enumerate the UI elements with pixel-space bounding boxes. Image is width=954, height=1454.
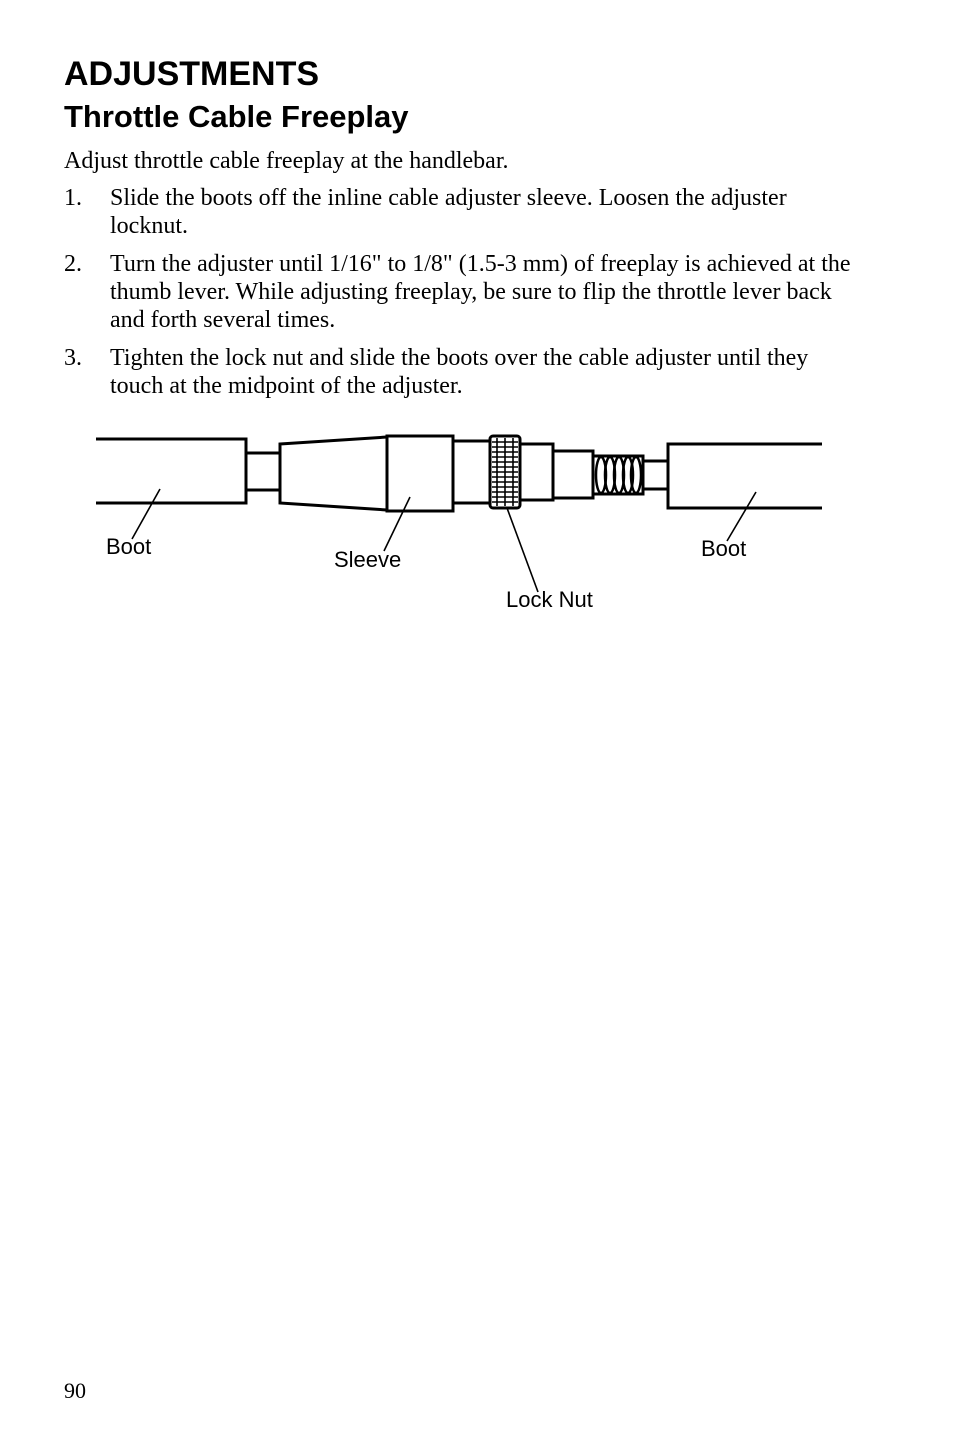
step-text: Turn the adjuster until 1/16" to 1/8" (1.5-3 mm) of freeplay is achieved at the thumb lever. While adjusting freeplay, be sure to flip the throttle lever back and forth several times. [110,251,851,333]
tapered-section-shape [280,437,387,510]
label-boot-left: Boot [106,534,152,559]
step-item [64,344,864,400]
left-connector-shape [246,453,280,490]
sleeve-shape [387,436,453,511]
step-item [64,184,864,240]
leader-lock-nut [507,508,538,592]
label-sleeve: Sleeve [334,547,402,572]
step-number: 1. [64,185,82,211]
intro-paragraph: Adjust throttle cable freeplay at the handlebar. [64,148,509,174]
leader-boot-left [132,489,160,539]
subsection-title: Throttle Cable Freeplay [64,99,409,134]
spring-coils [596,457,641,493]
step-text: Tighten the lock nut and slide the boots over the cable adjuster until they touch at the midpoint of the adjuster. [110,345,809,399]
step-text: Slide the boots off the inline cable adjuster sleeve. Loosen the adjuster locknut. [110,185,787,239]
adjuster-body-shape [453,441,490,503]
adjuster-collar-shape [520,444,553,500]
right-connector-shape [643,461,668,489]
adjuster-shaft-shape [553,451,593,498]
leader-boot-right [727,492,756,541]
label-boot-right: Boot [701,536,747,561]
steps-list [64,184,864,410]
label-lock-nut: Lock Nut [506,587,593,612]
lock-nut-knurling [492,438,518,506]
spring-housing-shape [593,456,643,494]
step-number: 3. [64,345,82,371]
throttle-cable-diagram [0,420,954,630]
left-boot-shape [96,439,246,503]
right-boot-shape [668,444,822,508]
section-title: ADJUSTMENTS [64,55,320,93]
step-item [64,250,864,334]
page-number: 90 [64,1378,86,1403]
step-number: 2. [64,251,82,277]
